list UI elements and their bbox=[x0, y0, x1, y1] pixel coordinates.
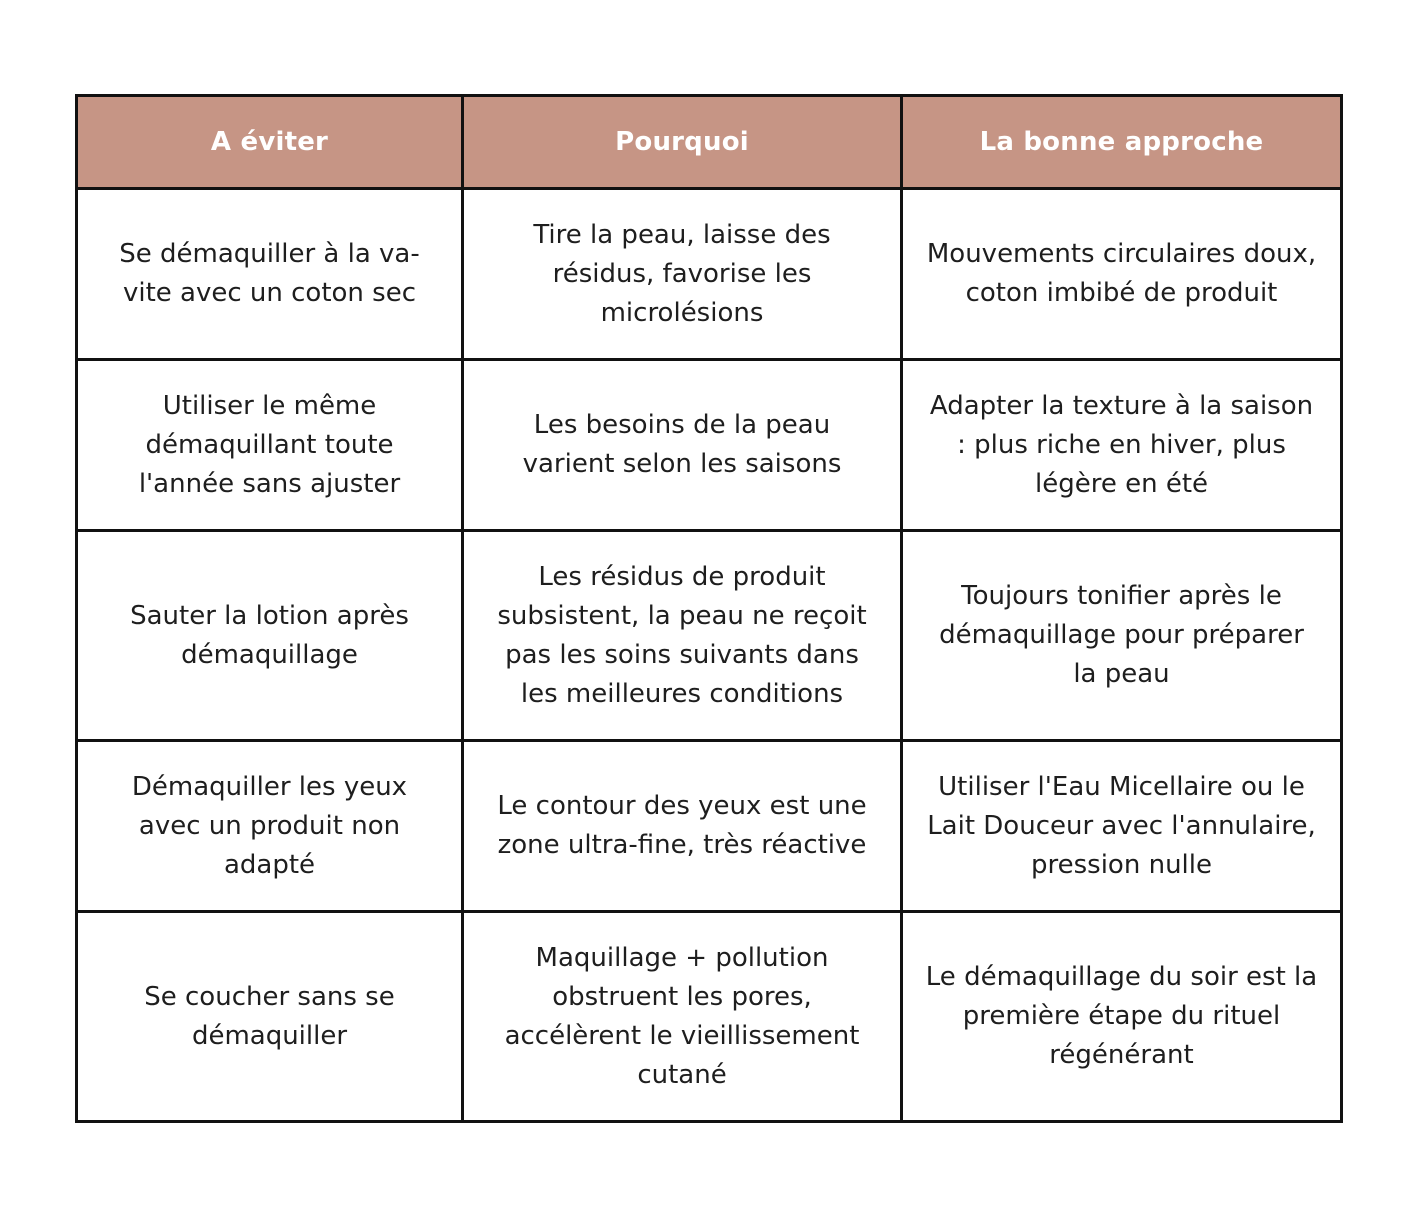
cell-avoid: Se démaquiller à la va-vite avec un coton sec bbox=[77, 189, 463, 360]
table-row bbox=[77, 741, 1342, 912]
cell-avoid: Utiliser le même démaquillant toute l'année sans ajuster bbox=[77, 360, 463, 531]
header-good-approach: La bonne approche bbox=[902, 96, 1342, 189]
cell-good-approach: Utiliser l'Eau Micellaire ou le Lait Douceur avec l'annulaire, pression nulle bbox=[902, 741, 1342, 912]
cell-good-approach: Le démaquillage du soir est la première étape du rituel régénérant bbox=[902, 912, 1342, 1122]
header-avoid: A éviter bbox=[77, 96, 463, 189]
cell-good-approach: Adapter la texture à la saison : plus riche en hiver, plus légère en été bbox=[902, 360, 1342, 531]
table-row bbox=[77, 189, 1342, 360]
table-row bbox=[77, 360, 1342, 531]
comparison-table bbox=[75, 94, 1343, 1123]
cell-why: Les besoins de la peau varient selon les saisons bbox=[463, 360, 902, 531]
cell-why: Maquillage + pollution obstruent les pores, accélèrent le vieillissement cutané bbox=[463, 912, 902, 1122]
table-row bbox=[77, 912, 1342, 1122]
table-row bbox=[77, 531, 1342, 741]
cell-why: Tire la peau, laisse des résidus, favorise les microlésions bbox=[463, 189, 902, 360]
comparison-table-container bbox=[75, 94, 1343, 1123]
cell-avoid: Se coucher sans se démaquiller bbox=[77, 912, 463, 1122]
cell-good-approach: Toujours tonifier après le démaquillage pour préparer la peau bbox=[902, 531, 1342, 741]
cell-why: Le contour des yeux est une zone ultra-fine, très réactive bbox=[463, 741, 902, 912]
cell-avoid: Démaquiller les yeux avec un produit non adapté bbox=[77, 741, 463, 912]
cell-good-approach: Mouvements circulaires doux, coton imbibé de produit bbox=[902, 189, 1342, 360]
header-why: Pourquoi bbox=[463, 96, 902, 189]
cell-avoid: Sauter la lotion après démaquillage bbox=[77, 531, 463, 741]
header-row bbox=[77, 96, 1342, 189]
cell-why: Les résidus de produit subsistent, la peau ne reçoit pas les soins suivants dans les meilleures conditions bbox=[463, 531, 902, 741]
